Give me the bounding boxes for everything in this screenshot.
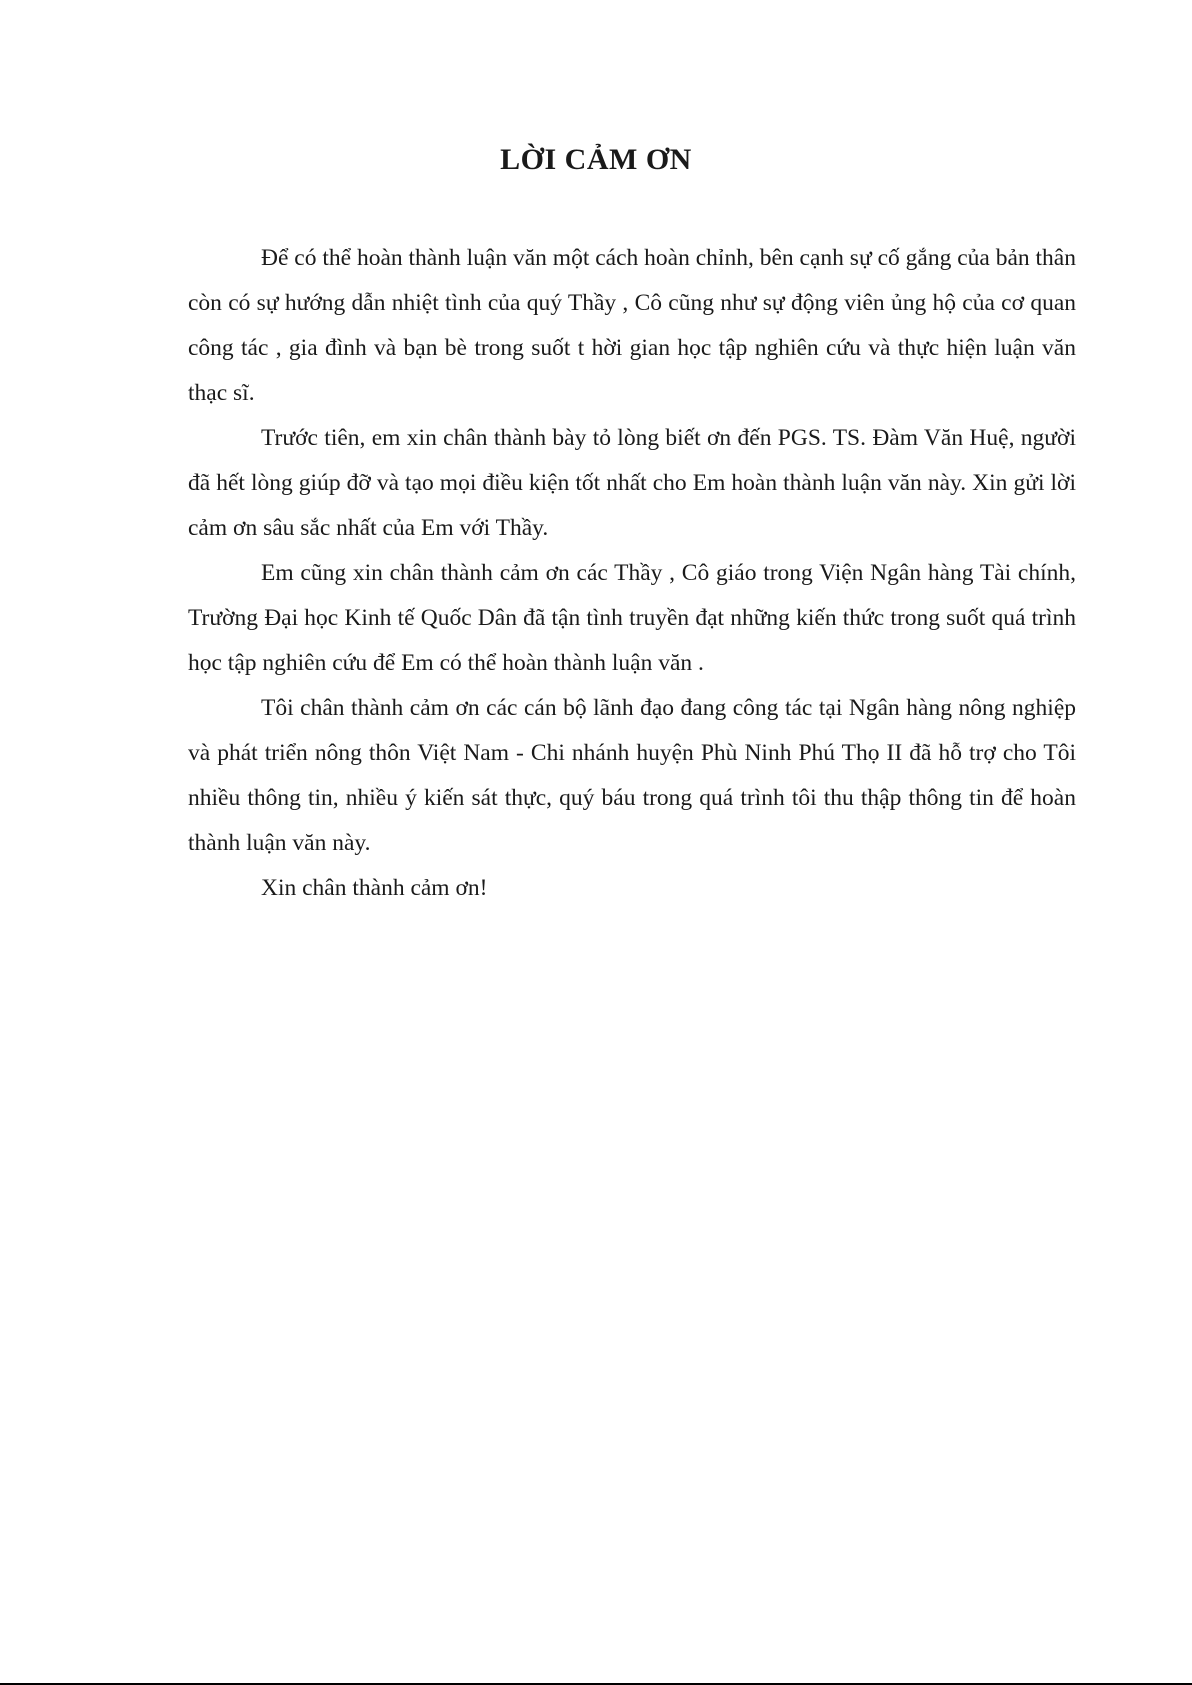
paragraph-3: Em cũng xin chân thành cảm ơn các Thầy , Cô giáo trong Viện Ngân hàng Tài chính, Trường Đại học Kinh tế Quốc Dân đã tận tình truyền đạt những kiến thức trong suốt quá trình học tập nghiên cứu để Em có thể hoàn thành luận văn . bbox=[188, 560, 1076, 676]
paragraph-1: Để có thể hoàn thành luận văn một cách hoàn chỉnh, bên cạnh sự cố gắng của bản thân còn có sự hướng dẫn nhiệt tình của quý Thầy , Cô cũng như sự động viên ủng hộ của cơ quan công tác , gia đình và bạn bè trong suốt t hời gian học tập nghiên cứu và thực hiện luận văn thạc sĩ. bbox=[188, 245, 1076, 406]
paragraph-4: Tôi chân thành cảm ơn các cán bộ lãnh đạo đang công tác tại Ngân hàng nông nghiệp và phát triển nông thôn Việt Nam - Chi nhánh huyện Phù Ninh Phú Thọ II đã hỗ trợ cho Tôi nhiều thông tin, nhiều ý kiến sát thực, quý báu trong quá trình tôi thu thập thông tin để hoàn thành luận văn này. bbox=[188, 695, 1076, 856]
paragraph-2: Trước tiên, em xin chân thành bày tỏ lòng biết ơn đến PGS. TS. Đàm Văn Huệ, người đã hết lòng giúp đỡ và tạo mọi điều kiện tốt nhất cho Em hoàn thành luận văn này. Xin gửi lời cảm ơn sâu sắc nhất của Em với Thầy. bbox=[188, 425, 1076, 541]
page-title: LỜI CẢM ƠN bbox=[500, 143, 692, 176]
acknowledgement-body bbox=[188, 236, 1076, 911]
closing-line: Xin chân thành cảm ơn! bbox=[261, 875, 488, 901]
